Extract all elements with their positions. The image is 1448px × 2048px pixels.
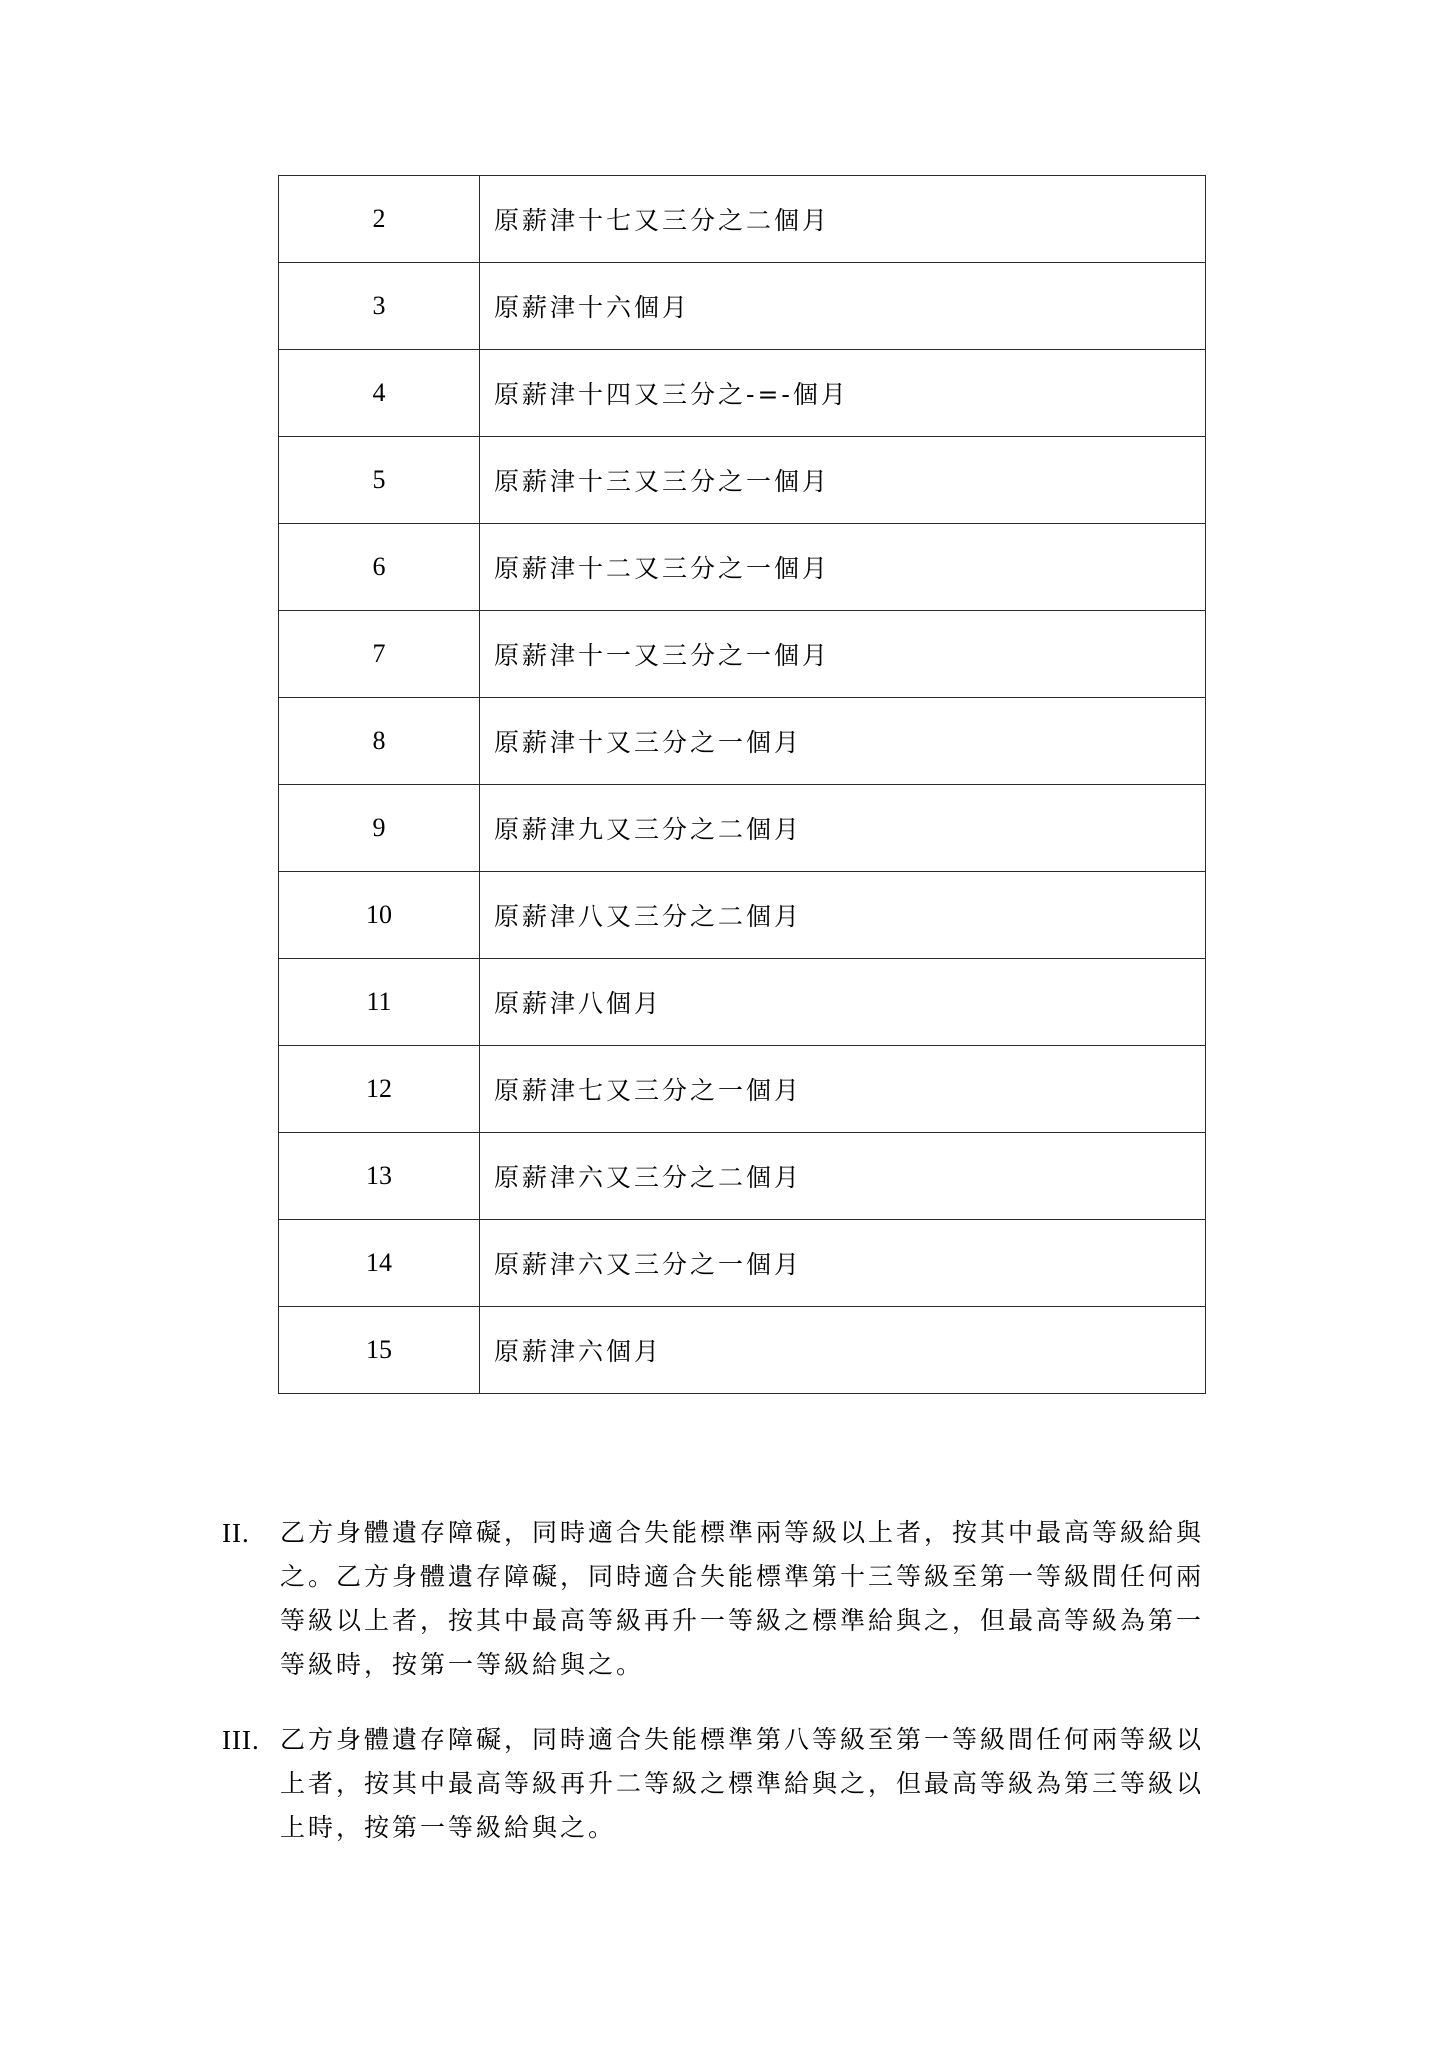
amount-cell: 原薪津十六個月: [480, 263, 1206, 350]
table-row: [279, 1133, 1206, 1220]
grade-cell: 10: [279, 872, 480, 959]
clause-text: 乙方身體遺存障礙，同時適合失能標準兩等級以上者，按其中最高等級給與之。乙方身體遺存障礙，同時適合失能標準第十三等級至第一等級間任何兩等級以上者，按其中最高等級再升一等級之標準給與之，但最高等級為第一等級時，按第一等級給與之。: [280, 1518, 1205, 1679]
table-row: [279, 524, 1206, 611]
table-row: [279, 1307, 1206, 1394]
table-row: [279, 785, 1206, 872]
grade-cell: 12: [279, 1046, 480, 1133]
grade-cell: 3: [279, 263, 480, 350]
clause-iii: [222, 1718, 1222, 1850]
amount-cell: 原薪津九又三分之二個月: [480, 785, 1206, 872]
table-body: [279, 176, 1206, 1394]
amount-cell: 原薪津十三又三分之一個月: [480, 437, 1206, 524]
amount-cell: 原薪津十四又三分之-=-個月: [480, 350, 1206, 437]
grade-cell: 4: [279, 350, 480, 437]
table-row: [279, 1220, 1206, 1307]
clause-number: II.: [222, 1518, 250, 1548]
table-row: [279, 872, 1206, 959]
table-row: [279, 959, 1206, 1046]
table-row: [279, 437, 1206, 524]
amount-cell: 原薪津十七又三分之二個月: [480, 176, 1206, 263]
grade-cell: 9: [279, 785, 480, 872]
amount-cell: 原薪津六又三分之二個月: [480, 1133, 1206, 1220]
grade-cell: 6: [279, 524, 480, 611]
disability-grade-table: [278, 175, 1206, 1394]
amount-cell: 原薪津六個月: [480, 1307, 1206, 1394]
amount-cell: 原薪津六又三分之一個月: [480, 1220, 1206, 1307]
grade-cell: 8: [279, 698, 480, 785]
clause-text: 乙方身體遺存障礙，同時適合失能標準第八等級至第一等級間任何兩等級以上者，按其中最高等級再升二等級之標準給與之，但最高等級為第三等級以上時，按第一等級給與之。: [280, 1725, 1205, 1842]
grade-cell: 5: [279, 437, 480, 524]
table-row: [279, 1046, 1206, 1133]
amount-cell: 原薪津八又三分之二個月: [480, 872, 1206, 959]
grade-cell: 14: [279, 1220, 480, 1307]
grade-cell: 11: [279, 959, 480, 1046]
grade-cell: 13: [279, 1133, 480, 1220]
amount-cell: 原薪津十二又三分之一個月: [480, 524, 1206, 611]
amount-cell: 原薪津八個月: [480, 959, 1206, 1046]
table-row: [279, 698, 1206, 785]
clause-number: III.: [222, 1725, 260, 1755]
grade-cell: 7: [279, 611, 480, 698]
table-row: [279, 611, 1206, 698]
table-row: [279, 263, 1206, 350]
clause-ii: [222, 1511, 1222, 1687]
grade-cell: 15: [279, 1307, 480, 1394]
grade-cell: 2: [279, 176, 480, 263]
table-row: [279, 176, 1206, 263]
table-row: [279, 350, 1206, 437]
amount-cell: 原薪津十一又三分之一個月: [480, 611, 1206, 698]
amount-cell: 原薪津七又三分之一個月: [480, 1046, 1206, 1133]
amount-cell: 原薪津十又三分之一個月: [480, 698, 1206, 785]
